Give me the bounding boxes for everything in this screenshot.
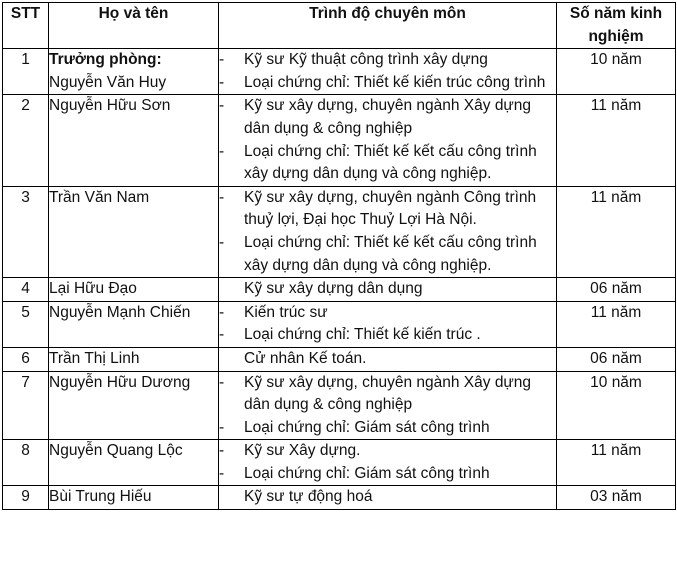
qualification-item: - Loại chứng chỉ: Thiết kế kết cấu công trình xây dựng dân dụng và công nghiệp. (219, 232, 556, 277)
qualification-cell (219, 186, 557, 277)
table-header-row (3, 3, 676, 49)
qualification-cell (219, 49, 557, 95)
person-name-cell (49, 49, 219, 95)
qualification-item: - Kỹ sư xây dựng, chuyên ngành Xây dựng dân dụng & công nghiệp (219, 95, 556, 140)
qualification-cell (219, 347, 557, 371)
qualification-item: - Kỹ sư xây dựng, chuyên ngành Xây dựng dân dụng & công nghiệp (219, 372, 556, 417)
experience-years: 11 năm (557, 440, 676, 486)
qualification-cell (219, 95, 557, 186)
qualification-item: - Kỹ sư Xây dựng. (219, 440, 556, 463)
qualification-item: - Loại chứng chỉ: Thiết kế kiến trúc . (219, 324, 556, 347)
person-name-cell (49, 95, 219, 186)
table-row (3, 301, 676, 347)
person-name: Bùi Trung Hiếu (49, 488, 152, 506)
table-row (3, 486, 676, 510)
header-qualification: Trình độ chuyên môn (219, 3, 557, 49)
row-number: 3 (3, 186, 49, 277)
person-name-cell (49, 347, 219, 371)
person-name: Lại Hữu Đạo (49, 280, 137, 298)
person-name: Trần Văn Nam (49, 188, 150, 206)
experience-years: 03 năm (557, 486, 676, 510)
qualification-item: - Kiến trúc sư (219, 302, 556, 325)
person-name: Nguyễn Hữu Sơn (49, 97, 171, 115)
person-name-cell (49, 486, 219, 510)
table-row (3, 347, 676, 371)
staff-table (2, 2, 676, 510)
table-row (3, 49, 676, 95)
person-name-cell (49, 278, 219, 302)
qualification-cell (219, 301, 557, 347)
qualification-item: - Loại chứng chỉ: Thiết kế kiến trúc công trình (219, 72, 556, 95)
experience-years: 11 năm (557, 186, 676, 277)
table-row (3, 186, 676, 277)
row-number: 2 (3, 95, 49, 186)
qualification-item: - Kỹ sư Kỹ thuật công trình xây dựng (219, 49, 556, 72)
qualification-list (219, 187, 556, 277)
experience-years: 10 năm (557, 371, 676, 440)
qualification-cell (219, 440, 557, 486)
experience-years: 10 năm (557, 49, 676, 95)
qualification-text: Kỹ sư xây dựng dân dụng (244, 280, 423, 298)
row-number: 8 (3, 440, 49, 486)
table-body (3, 49, 676, 510)
row-number: 6 (3, 347, 49, 371)
person-name: Nguyễn Mạnh Chiến (49, 303, 191, 321)
header-experience: Số năm kinh nghiệm (557, 3, 676, 49)
qualification-text: Cử nhân Kế toán. (244, 349, 367, 367)
person-name-cell (49, 371, 219, 440)
qualification-list (219, 95, 556, 185)
qualification-list (219, 372, 556, 440)
table-row (3, 371, 676, 440)
role-title: Trưởng phòng: (49, 51, 162, 69)
person-name: Nguyễn Văn Huy (49, 73, 167, 91)
qualification-cell (219, 371, 557, 440)
person-name-cell (49, 186, 219, 277)
experience-years: 06 năm (557, 347, 676, 371)
qualification-cell (219, 278, 557, 302)
experience-years: 06 năm (557, 278, 676, 302)
experience-years: 11 năm (557, 95, 676, 186)
person-name: Trần Thị Linh (49, 349, 140, 367)
person-name: Nguyễn Hữu Dương (49, 373, 191, 391)
row-number: 4 (3, 278, 49, 302)
experience-years: 11 năm (557, 301, 676, 347)
header-stt: STT (3, 3, 49, 49)
qualification-list (219, 302, 556, 347)
person-name-cell (49, 440, 219, 486)
qualification-cell (219, 486, 557, 510)
person-name: Nguyễn Quang Lộc (49, 442, 183, 460)
qualification-item: - Loại chứng chỉ: Giám sát công trình (219, 417, 556, 440)
qualification-list (219, 49, 556, 94)
table-row (3, 278, 676, 302)
qualification-item: - Loại chứng chỉ: Giám sát công trình (219, 463, 556, 486)
qualification-list (219, 440, 556, 485)
header-name: Họ và tên (49, 3, 219, 49)
row-number: 7 (3, 371, 49, 440)
table-row (3, 95, 676, 186)
qualification-item: - Kỹ sư xây dựng, chuyên ngành Công trình thuỷ lợi, Đại học Thuỷ Lợi Hà Nội. (219, 187, 556, 232)
table-row (3, 440, 676, 486)
qualification-item: - Loại chứng chỉ: Thiết kế kết cấu công trình xây dựng dân dụng và công nghiệp. (219, 141, 556, 186)
person-name-cell (49, 301, 219, 347)
row-number: 5 (3, 301, 49, 347)
row-number: 9 (3, 486, 49, 510)
qualification-text: Kỹ sư tự động hoá (244, 488, 373, 506)
row-number: 1 (3, 49, 49, 95)
